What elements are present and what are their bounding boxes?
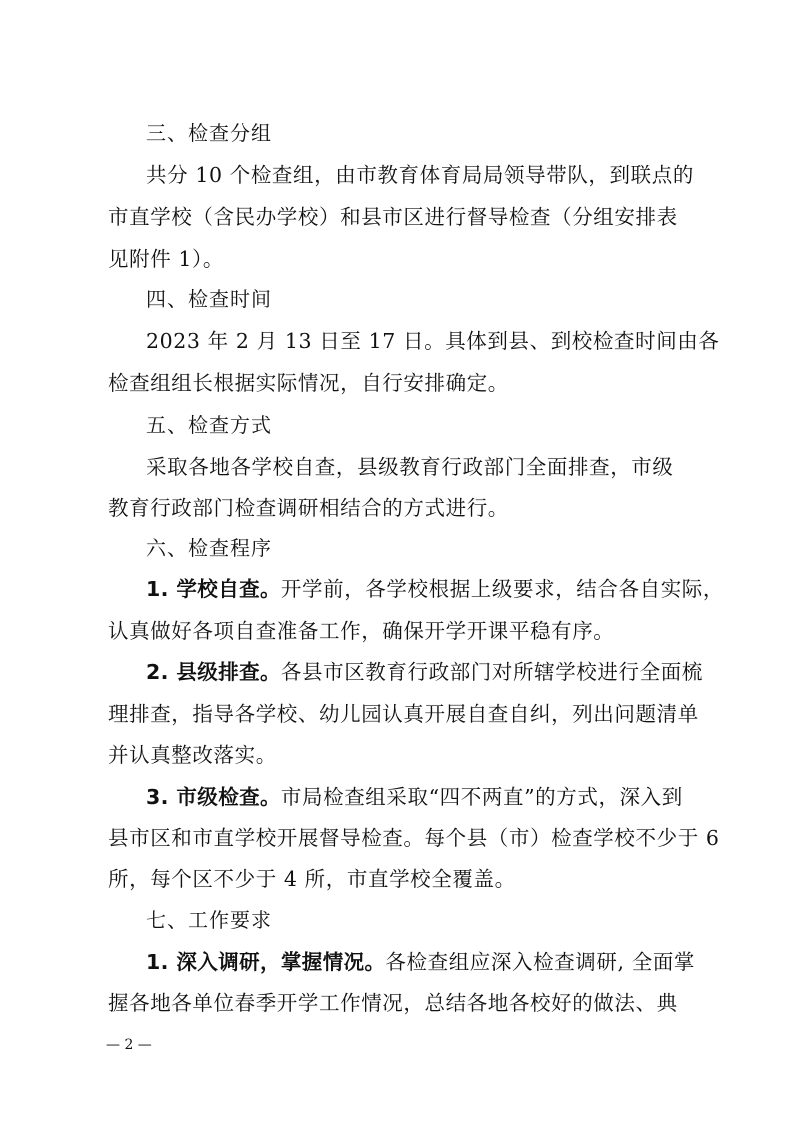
section-heading-method: 五、检查方式	[146, 413, 272, 437]
paragraph-line: 见附件 1）。	[108, 247, 225, 271]
paragraph-line: 教育行政部门检查调研相结合的方式进行。	[108, 496, 509, 520]
item-text: 开学前，各学校根据上级要求，结合各自实际，	[280, 577, 724, 601]
paragraph-line: 所，每个区不少于 4 所，市直学校全覆盖。	[108, 867, 516, 891]
section-heading-requirements: 七、工作要求	[146, 908, 272, 932]
item-text: 各县市区教育行政部门对所辖学校进行全面梳	[280, 660, 703, 684]
section-heading-grouping: 三、检查分组	[146, 121, 272, 145]
paragraph-line: 县市区和市直学校开展督导检查。每个县（市）检查学校不少于 6	[108, 826, 720, 850]
page-number: — 2 —	[106, 1037, 152, 1053]
procedure-item-school-self-check	[146, 574, 724, 604]
item-text: 各检查组应深入检查调研, 全面掌	[385, 950, 696, 974]
procedure-item-city-check	[146, 782, 683, 812]
item-title: 1. 深入调研，掌握情况。	[146, 950, 386, 974]
procedure-item-county-check	[146, 657, 703, 687]
paragraph-line: 理排查，指导各学校、幼儿园认真开展自查自纠，列出问题清单	[108, 702, 699, 726]
paragraph-line: 市直学校（含民办学校）和县市区进行督导检查（分组安排表	[108, 205, 678, 229]
paragraph-line: 共分 10 个检查组，由市教育体育局局领导带队，到联点的	[146, 163, 694, 187]
paragraph-line: 采取各地各学校自查，县级教育行政部门全面排查，市级	[146, 455, 674, 479]
item-text: 市局检查组采取“四不两直”的方式，深入到	[280, 785, 683, 809]
item-title: 3. 市级检查。	[146, 785, 281, 809]
section-heading-time: 四、检查时间	[146, 287, 272, 311]
paragraph-line: 并认真整改落实。	[108, 743, 277, 767]
item-title: 1. 学校自查。	[146, 577, 281, 601]
requirement-item-research	[146, 947, 695, 977]
item-title: 2. 县级排查。	[146, 660, 281, 684]
paragraph-line: 握各地各单位春季开学工作情况，总结各地各校好的做法、典	[108, 991, 678, 1015]
paragraph-line: 检查组组长根据实际情况，自行安排确定。	[108, 371, 509, 395]
paragraph-line: 认真做好各项自查准备工作，确保开学开课平稳有序。	[108, 619, 615, 643]
section-heading-procedure: 六、检查程序	[146, 536, 272, 560]
paragraph-line: 2023 年 2 月 13 日至 17 日。具体到县、到校检查时间由各	[146, 329, 720, 353]
